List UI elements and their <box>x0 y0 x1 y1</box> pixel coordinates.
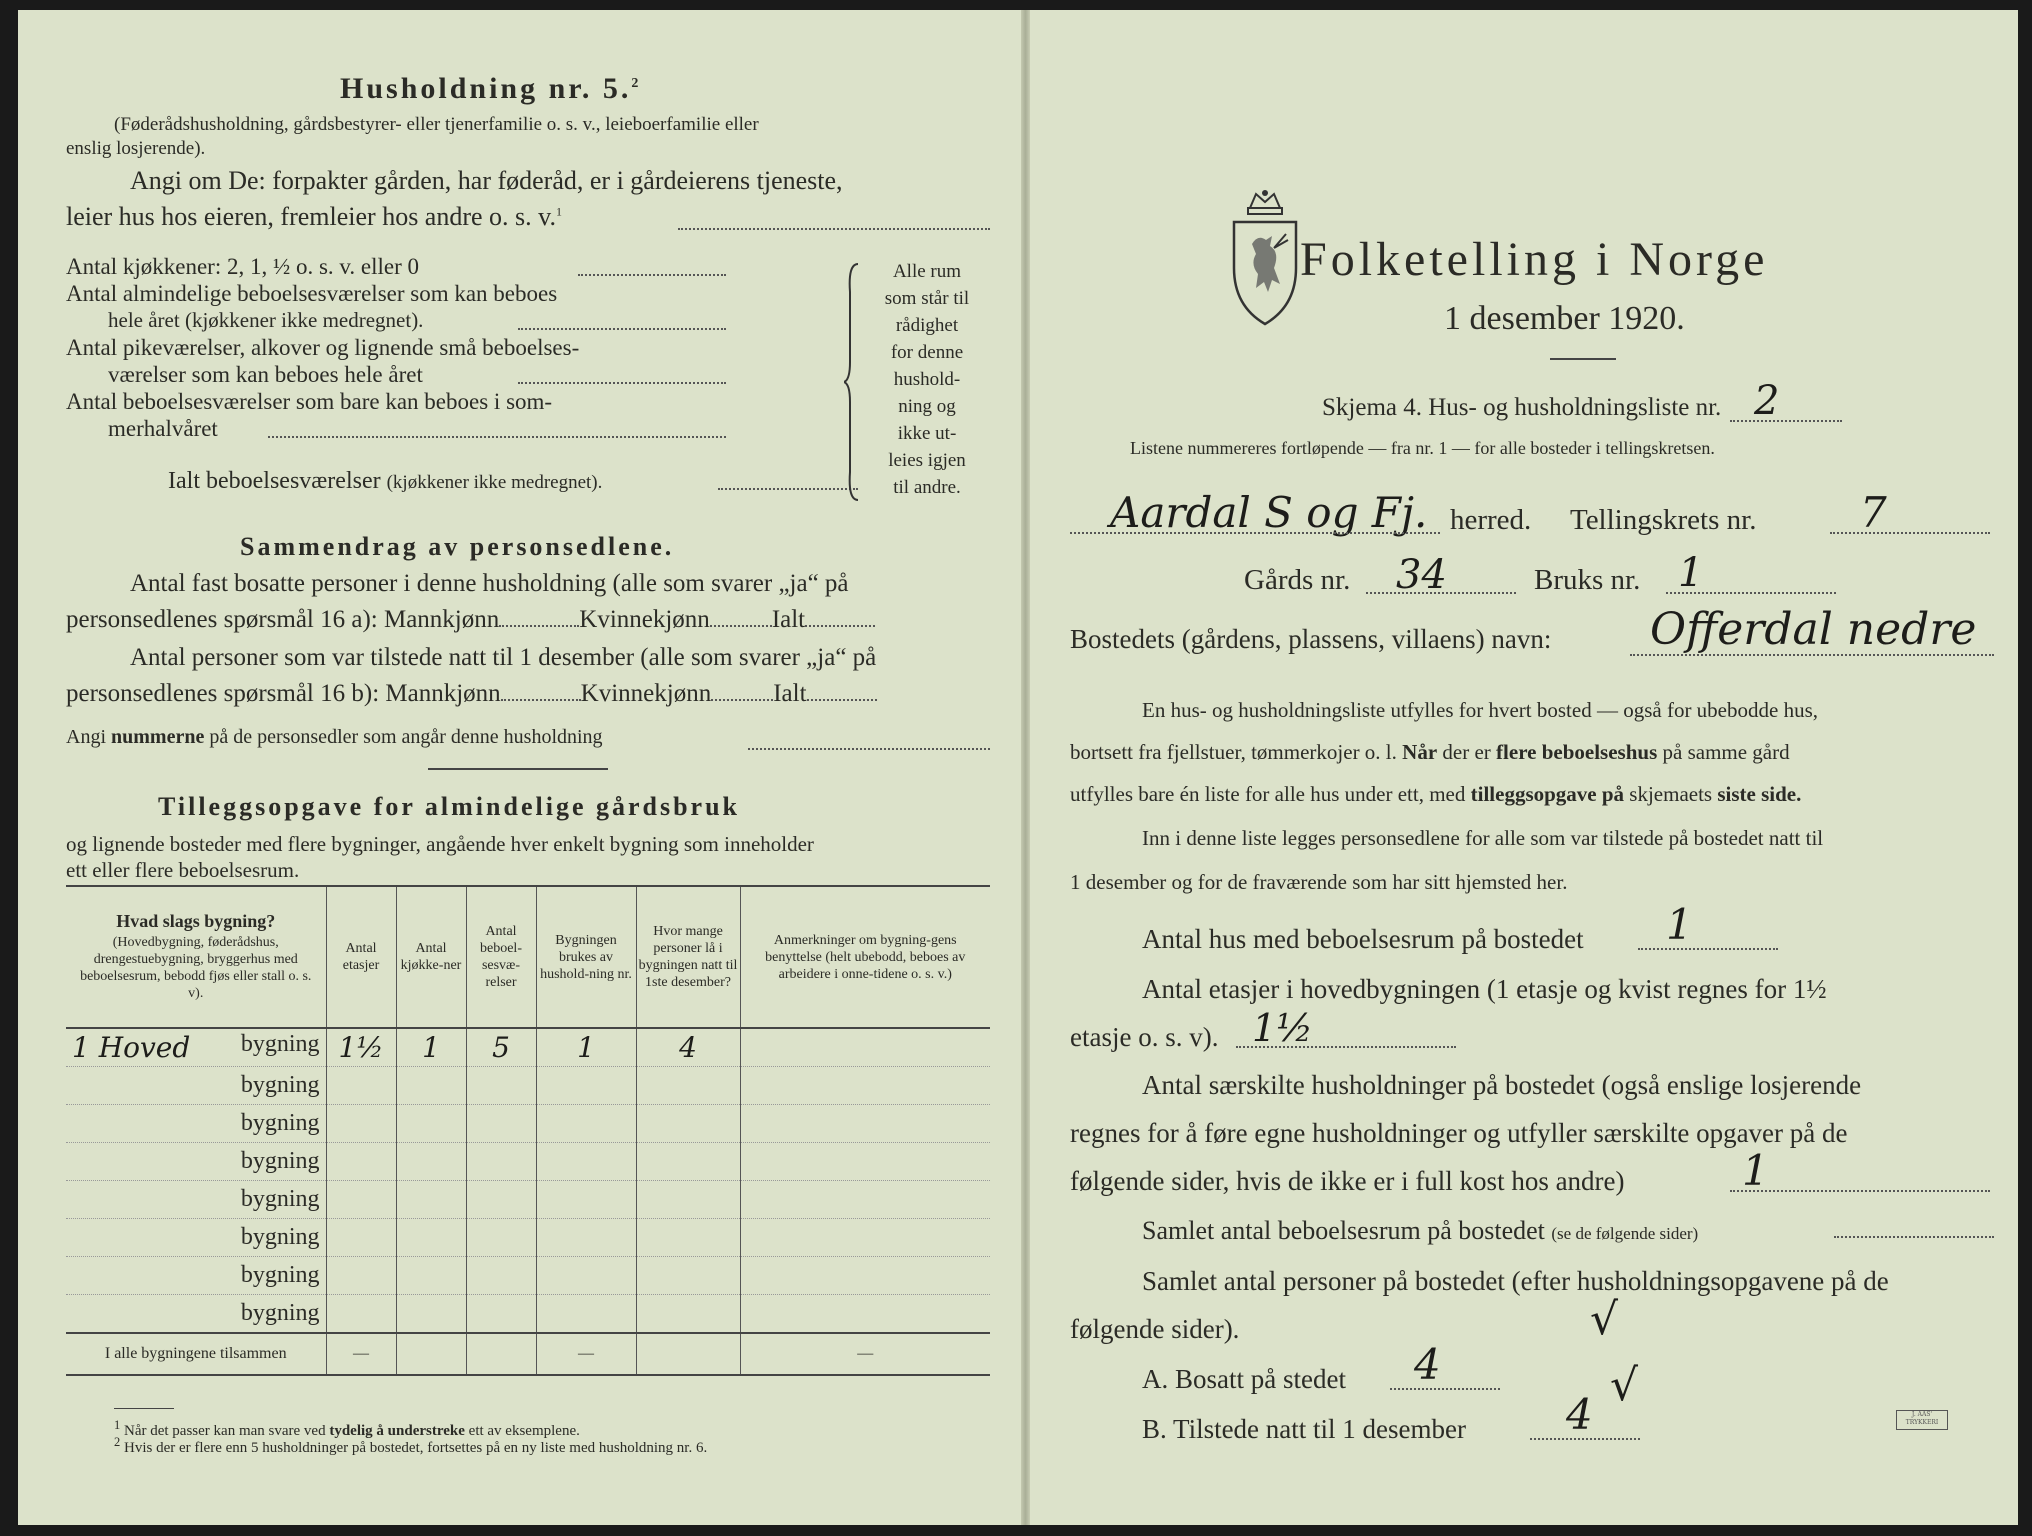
total-row-label: I alle bygningene tilsammen <box>66 1333 326 1375</box>
kitchens-cell[interactable] <box>396 1105 466 1143</box>
total-persons[interactable] <box>636 1333 740 1375</box>
resident-label: A. Bosatt på stedet <box>1142 1364 1346 1394</box>
building-word: bygning <box>240 1224 320 1250</box>
herred-dots <box>1070 532 1440 534</box>
floors-cell[interactable] <box>326 1067 396 1105</box>
krets-label: Tellingskrets nr. <box>1570 504 1757 536</box>
building-word: bygning <box>240 1031 320 1057</box>
census-sheet <box>18 10 2018 1525</box>
household-cell[interactable] <box>536 1181 636 1219</box>
building-type-cell[interactable] <box>66 1219 326 1257</box>
building-type-value: 1 Hoved <box>72 1031 191 1064</box>
floors-cell[interactable]: 1½ <box>326 1028 396 1067</box>
houses-value[interactable]: 1 <box>1666 900 1693 949</box>
floors-cell[interactable] <box>326 1181 396 1219</box>
building-row <box>66 1181 990 1219</box>
bosted-value[interactable]: Offerdal nedre <box>1650 604 1977 655</box>
summer-rooms-label-2: merhalvåret <box>108 416 218 441</box>
supplement-text-1: og lignende bosteder med flere bygninger, angående hver enkelt bygning som inneholder <box>66 832 814 856</box>
maid-rooms-dots[interactable] <box>518 382 726 384</box>
gards-value[interactable]: 34 <box>1396 552 1447 598</box>
building-row <box>66 1219 990 1257</box>
title-rule <box>1550 358 1616 360</box>
rooms-cell[interactable] <box>466 1181 536 1219</box>
numbers-label: Angi nummerne på de personsedler som angår denne husholdning <box>66 726 603 748</box>
household-title: Husholdning nr. 5.$^2$ <box>340 72 642 105</box>
building-row <box>66 1028 990 1067</box>
total-floors: — <box>326 1333 396 1375</box>
building-word: bygning <box>240 1300 320 1326</box>
kitchens-dots[interactable] <box>578 274 726 276</box>
col-building-type: Hvad slags bygning? (Hovedbygning, føderådshus, drengestuebygning, bryggerhus med beboelsesrum, bebodd fjøs eller stall o. s. v). <box>66 886 326 1028</box>
present-value[interactable]: 4 <box>1566 1390 1593 1439</box>
schema-dots <box>1730 420 1842 422</box>
col-kitchens: Antal kjøkke-ner <box>396 886 466 1028</box>
maid-rooms-label-1: Antal pikeværelser, alkover og lignende små beboelses- <box>66 335 580 360</box>
building-type-cell[interactable] <box>66 1143 326 1181</box>
building-type-cell[interactable] <box>66 1181 326 1219</box>
total-kitchens[interactable] <box>396 1333 466 1375</box>
kitchens-cell[interactable] <box>396 1257 466 1295</box>
persons-cell[interactable] <box>636 1067 740 1105</box>
household-cell[interactable] <box>536 1295 636 1334</box>
present-label: B. Tilstede natt til 1 desember <box>1142 1414 1466 1444</box>
building-row <box>66 1295 990 1334</box>
houses-label: Antal hus med beboelsesrum på bostedet <box>1142 924 1584 954</box>
page-fold <box>1021 10 1030 1525</box>
households-label-1: Antal særskilte husholdninger på bostedet (også enslige losjerende <box>1142 1070 1862 1100</box>
bruks-label: Bruks nr. <box>1534 564 1641 596</box>
summary-a-line-2: personsedlenes spørsmål 16 a): Mannkjønn Kvinnekjønn Ialt <box>66 606 875 634</box>
resident-value[interactable]: 4 <box>1414 1340 1441 1389</box>
building-row <box>66 1257 990 1295</box>
summary-b-line-1: Antal personer som var tilstede natt til 1 desember (alle som svarer „ja“ på <box>130 644 877 671</box>
col-remarks: Anmerkninger om bygning-gens benyttelse (helt ubebodd, beboes av arbeidere i onne-tidene o. s. v.) <box>740 886 990 1028</box>
numbers-dots[interactable] <box>748 748 990 750</box>
total-remarks: — <box>740 1333 990 1375</box>
building-type-cell[interactable] <box>66 1105 326 1143</box>
footnote-rule <box>114 1408 174 1409</box>
summary-title: Sammendrag av personsedlene. <box>240 532 675 561</box>
kitchens-label: Antal kjøkkener: 2, 1, ½ o. s. v. eller 0 <box>66 254 420 279</box>
buildings-table-header <box>66 886 990 1028</box>
instruction-1-line-1: En hus- og husholdningsliste utfylles for hvert bosted — også for ubebodde hus, <box>1142 698 1818 722</box>
floors-label-2: etasje o. s. v). <box>1070 1022 1219 1052</box>
total-rooms[interactable] <box>466 1333 536 1375</box>
floors-dots <box>1236 1046 1456 1048</box>
col-household: Bygningen brukes av hushold-ning nr. <box>536 886 636 1028</box>
instruction-2-line-2: 1 desember og for de fraværende som har sitt hjemsted her. <box>1070 870 1568 894</box>
persons-cell[interactable] <box>636 1295 740 1334</box>
rooms-cell[interactable] <box>466 1143 536 1181</box>
total-persons-label-1: Samlet antal personer på bostedet (efter husholdningsopgavene på de <box>1142 1266 1889 1296</box>
bruks-value[interactable]: 1 <box>1678 550 1704 596</box>
houses-dots <box>1638 948 1778 950</box>
herred-value[interactable]: Aardal S og Fj. <box>1110 488 1428 537</box>
ordinary-rooms-label-2: hele året (kjøkkener ikke medregnet). <box>108 308 424 332</box>
floors-cell[interactable] <box>326 1219 396 1257</box>
gards-label: Gårds nr. <box>1244 564 1351 596</box>
building-word: bygning <box>240 1110 320 1136</box>
floors-cell[interactable] <box>326 1143 396 1181</box>
supplement-text-2: ett eller flere beboelsesrum. <box>66 858 300 882</box>
instruction-1-line-3: utfylles bare én liste for alle hus under ett, med tilleggsopgave på skjemaets siste side. <box>1070 782 1802 806</box>
schema-value[interactable]: 2 <box>1754 378 1780 424</box>
kitchens-cell[interactable]: 1 <box>396 1028 466 1067</box>
total-rooms-dots[interactable] <box>718 488 858 490</box>
intro-line-1: (Føderådshusholdning, gårdsbestyrer- eller tjenerfamilie o. s. v., leieboerfamilie eller <box>114 114 759 135</box>
household-cell[interactable] <box>536 1105 636 1143</box>
total-rooms-label: Ialt beboelsesværelser (kjøkkener ikke medregnet). <box>168 468 603 494</box>
total-rooms-site-label: Samlet antal beboelsesrum på bostedet (se de følgende sider) <box>1142 1216 1699 1245</box>
ask-line-2: leier hus hos eieren, fremleier hos andre o. s. v.$^1$ <box>66 202 562 231</box>
numbering-note: Listene nummereres fortløpende — fra nr. 1 — for alle bosteder i tellingskretsen. <box>1130 438 1715 458</box>
household-cell[interactable] <box>536 1257 636 1295</box>
supplement-title: Tilleggsopgave for almindelige gårdsbruk <box>158 792 741 821</box>
household-cell[interactable]: 1 <box>536 1028 636 1067</box>
ask-line-1: Angi om De: forpakter gården, har føderåd, er i gårdeierens tjeneste, <box>130 166 843 195</box>
rooms-cell[interactable] <box>466 1219 536 1257</box>
persons-cell[interactable]: 4 <box>636 1028 740 1067</box>
household-cell[interactable] <box>536 1219 636 1257</box>
check-mark-2: √ <box>1610 1360 1639 1411</box>
persons-cell[interactable] <box>636 1257 740 1295</box>
instruction-2-line-1: Inn i denne liste legges personsedlene for alle som var tilstede på bostedet natt til <box>1142 826 1824 850</box>
total-persons-label-2: følgende sider). <box>1070 1314 1240 1344</box>
ask-answer-line[interactable] <box>678 228 990 230</box>
rooms-cell[interactable]: 5 <box>466 1028 536 1067</box>
persons-cell[interactable] <box>636 1143 740 1181</box>
persons-cell[interactable] <box>636 1181 740 1219</box>
maid-rooms-label-2: værelser som kan beboes hele året <box>108 362 423 387</box>
kitchens-cell[interactable] <box>396 1295 466 1334</box>
kitchens-cell[interactable] <box>396 1181 466 1219</box>
rooms-cell[interactable] <box>466 1067 536 1105</box>
brace-icon <box>844 262 864 502</box>
rooms-cell[interactable] <box>466 1105 536 1143</box>
bosted-dots <box>1630 654 1994 656</box>
building-type-cell[interactable] <box>66 1067 326 1105</box>
building-type-cell[interactable] <box>66 1028 326 1067</box>
census-title: Folketelling i Norge <box>1300 233 1769 286</box>
remarks-cell[interactable] <box>740 1143 990 1181</box>
households-dots <box>1730 1190 1990 1192</box>
building-type-cell[interactable] <box>66 1295 326 1334</box>
remarks-cell[interactable] <box>740 1028 990 1067</box>
krets-dots <box>1830 532 1990 534</box>
herred-label: herred. <box>1450 504 1532 536</box>
footnote-2: $^2$ Hvis der er flere enn 5 husholdninger på bostedet, fortsettes på en ny liste med husholdning nr. 6. <box>114 1435 708 1456</box>
summer-rooms-dots[interactable] <box>268 436 726 438</box>
buildings-table <box>66 885 990 1376</box>
summary-b-line-2: personsedlenes spørsmål 16 b): Mannkjønn Kvinnekjønn Ialt <box>66 680 877 708</box>
persons-cell[interactable] <box>636 1219 740 1257</box>
remarks-cell[interactable] <box>740 1105 990 1143</box>
kitchens-cell[interactable] <box>396 1219 466 1257</box>
left-page <box>18 10 1021 1525</box>
schema-label: Skjema 4. Hus- og husholdningsliste nr. <box>1322 394 1722 421</box>
floors-value[interactable]: 1½ <box>1252 1006 1314 1050</box>
footnote-1: $^1$ Når det passer kan man svare ved tydelig å understreke ett av eksemplene. <box>114 1418 580 1439</box>
households-label-3: følgende sider, hvis de ikke er i full kost hos andre) <box>1070 1166 1625 1196</box>
divider <box>428 768 608 770</box>
check-mark-1: √ <box>1590 1294 1619 1345</box>
col-persons: Hvor mange personer lå i bygningen natt til 1ste desember? <box>636 886 740 1028</box>
building-word: bygning <box>240 1262 320 1288</box>
census-date: 1 desember 1920. <box>1444 300 1685 337</box>
intro-line-2: enslig losjerende). <box>66 138 206 159</box>
building-word: bygning <box>240 1148 320 1174</box>
total-rooms-site-dots[interactable] <box>1834 1236 1994 1238</box>
col-floors: Antal etasjer <box>326 886 396 1028</box>
buildings-total-row <box>66 1333 990 1375</box>
building-word: bygning <box>240 1072 320 1098</box>
kitchens-cell[interactable] <box>396 1067 466 1105</box>
floors-cell[interactable] <box>326 1257 396 1295</box>
remarks-cell[interactable] <box>740 1257 990 1295</box>
remarks-cell[interactable] <box>740 1181 990 1219</box>
building-row <box>66 1105 990 1143</box>
total-household: — <box>536 1333 636 1375</box>
persons-cell[interactable] <box>636 1105 740 1143</box>
bruks-dots <box>1666 592 1836 594</box>
building-row <box>66 1067 990 1105</box>
krets-value[interactable]: 7 <box>1860 488 1887 537</box>
ordinary-rooms-dots[interactable] <box>518 328 726 330</box>
instruction-1-line-2: bortsett fra fjellstuer, tømmerkojer o. l. Når der er flere beboelseshus på samme gård <box>1070 740 1790 764</box>
household-cell[interactable] <box>536 1143 636 1181</box>
norway-coat-of-arms-icon <box>1228 188 1302 328</box>
households-value[interactable]: 1 <box>1742 1146 1769 1195</box>
resident-dots <box>1390 1388 1500 1390</box>
building-row <box>66 1143 990 1181</box>
ordinary-rooms-label-1: Antal almindelige beboelsesværelser som kan beboes <box>66 281 558 306</box>
rooms-cell[interactable] <box>466 1295 536 1334</box>
remarks-cell[interactable] <box>740 1067 990 1105</box>
present-dots <box>1530 1438 1640 1440</box>
col-rooms: Antal beboel-sesvæ-relser <box>466 886 536 1028</box>
side-note: Alle rum som står til rådighet for denne hushold- ning og ikke ut- leies igjen til andre. <box>884 261 970 498</box>
right-page <box>1030 10 2018 1525</box>
households-label-2: regnes for å føre egne husholdninger og utfyller særskilte opgaver på de <box>1070 1118 1848 1148</box>
building-word: bygning <box>240 1186 320 1212</box>
summary-a-line-1: Antal fast bosatte personer i denne husholdning (alle som svarer „ja“ på <box>130 570 849 597</box>
printer-stamp: J. AAS' TRYKKERI <box>1896 1410 1948 1430</box>
floors-label-1: Antal etasjer i hovedbygningen (1 etasje og kvist regnes for 1½ <box>1142 974 1827 1004</box>
floors-cell[interactable] <box>326 1105 396 1143</box>
rooms-cell[interactable] <box>466 1257 536 1295</box>
remarks-cell[interactable] <box>740 1219 990 1257</box>
floors-cell[interactable] <box>326 1295 396 1334</box>
bosted-label: Bostedets (gårdens, plassens, villaens) navn: <box>1070 624 1552 654</box>
household-cell[interactable] <box>536 1067 636 1105</box>
building-type-cell[interactable] <box>66 1257 326 1295</box>
remarks-cell[interactable] <box>740 1295 990 1334</box>
summer-rooms-label-1: Antal beboelsesværelser som bare kan beboes i som- <box>66 389 553 414</box>
gards-dots <box>1366 592 1516 594</box>
kitchens-cell[interactable] <box>396 1143 466 1181</box>
